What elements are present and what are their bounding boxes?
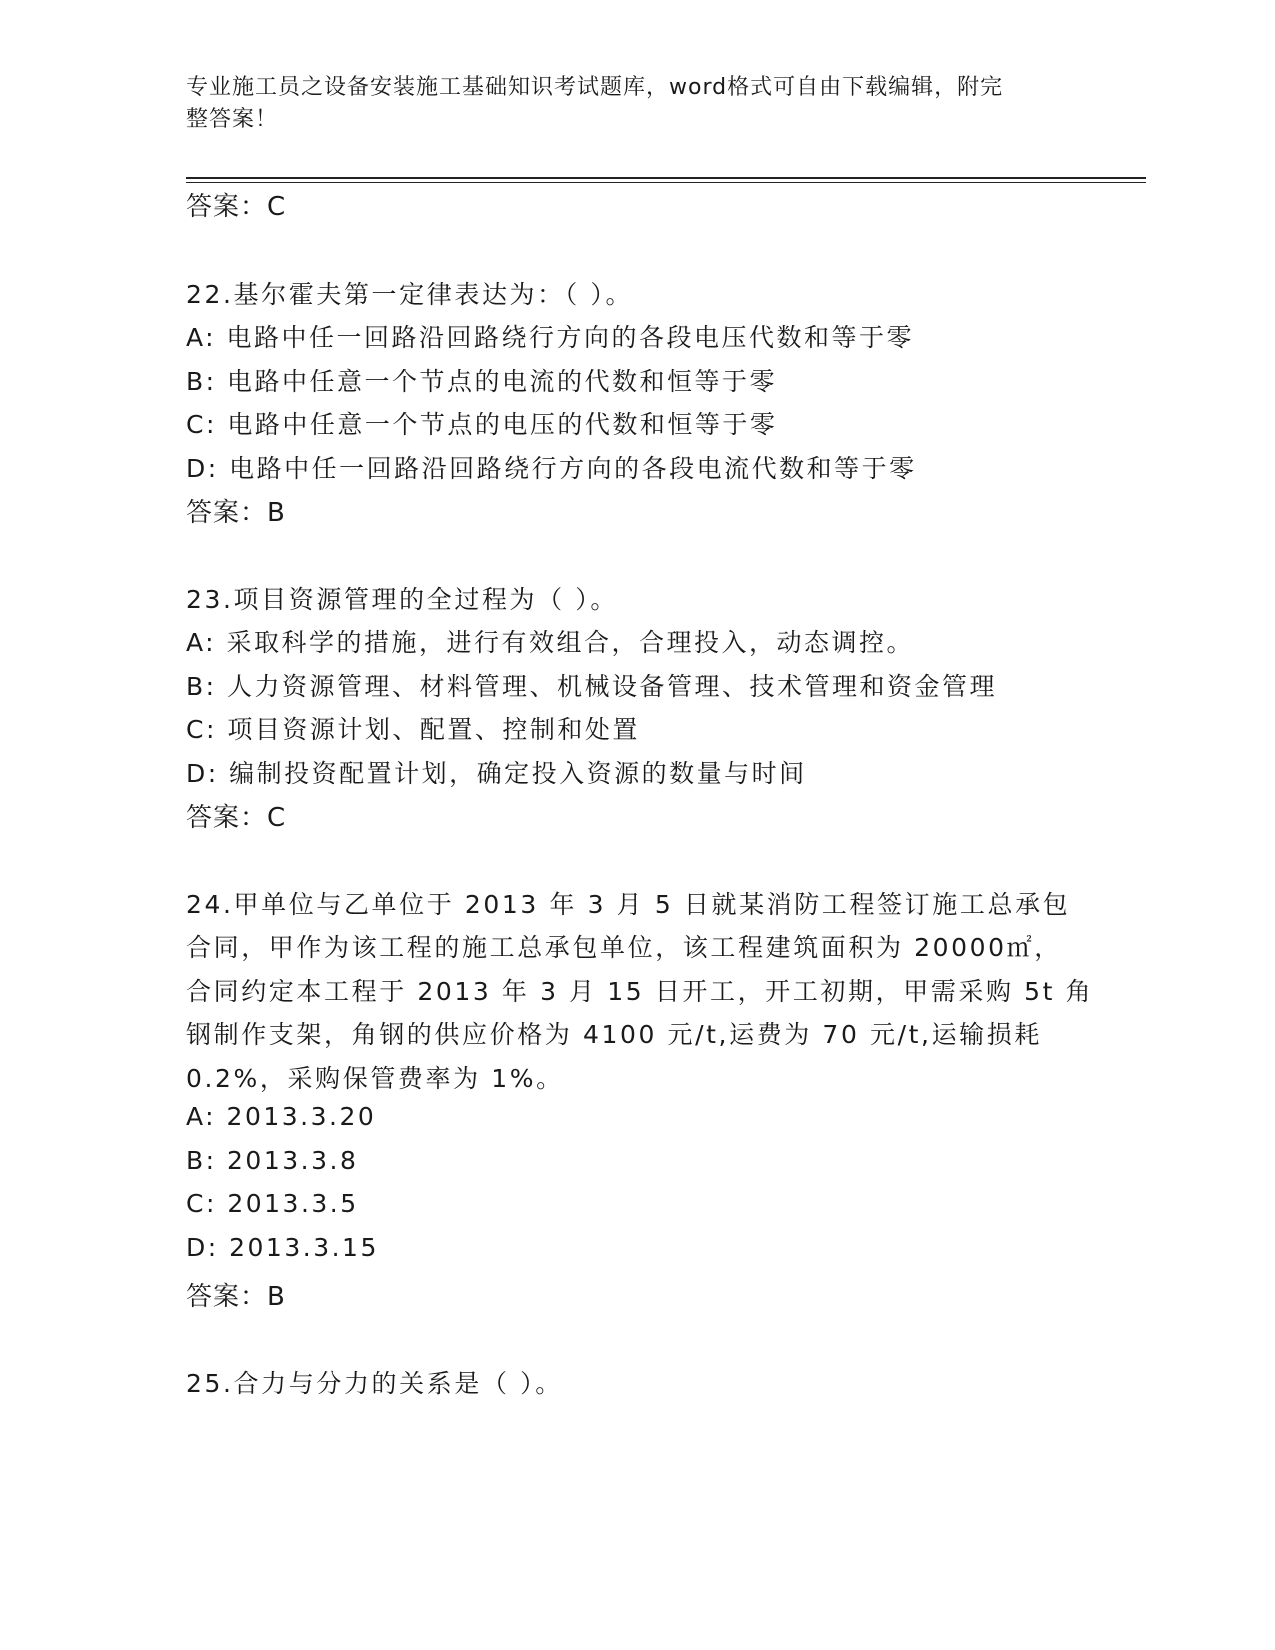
- question-23-option-d: D: 编制投资配置计划，确定投入资源的数量与时间: [186, 759, 807, 788]
- header-line-1: 专业施工员之设备安装施工基础知识考试题库，word格式可自由下载编辑，附完: [186, 75, 1004, 100]
- question-22-option-d: D: 电路中任一回路沿回路绕行方向的各段电流代数和等于零: [186, 454, 917, 483]
- header-line-2: 整答案！: [186, 107, 279, 132]
- question-24-option-a: A: 2013.3.20: [186, 1102, 377, 1131]
- question-24-option-d: D: 2013.3.15: [186, 1233, 379, 1262]
- question-22-stem: 22.基尔霍夫第一定律表达为：（ ）。: [186, 280, 634, 309]
- question-22-option-b: B: 电路中任意一个节点的电流的代数和恒等于零: [186, 367, 778, 396]
- previous-answer: 答案：C: [186, 192, 287, 222]
- question-23-option-b: B: 人力资源管理、材料管理、机械设备管理、技术管理和资金管理: [186, 672, 998, 701]
- header-rule-thick: [186, 177, 1146, 179]
- question-24-stem-line-4: 钢制作支架，角钢的供应价格为 4100 元/t,运费为 70 元/t,运输损耗: [186, 1020, 1042, 1049]
- question-24-stem-line-3: 合同约定本工程于 2013 年 3 月 15 日开工，开工初期，甲需采购 5t 角: [186, 977, 1094, 1006]
- question-22-option-a: A: 电路中任一回路沿回路绕行方向的各段电压代数和等于零: [186, 323, 915, 352]
- question-22-answer: 答案：B: [186, 498, 286, 528]
- question-24-option-c: C: 2013.3.5: [186, 1189, 359, 1218]
- question-24-stem-line-5: 0.2%，采购保管费率为 1%。: [186, 1064, 564, 1093]
- question-24-stem-line-2: 合同，甲作为该工程的施工总承包单位，该工程建筑面积为 20000㎡，: [186, 933, 1062, 962]
- question-25-stem: 25.合力与分力的关系是（ ）。: [186, 1369, 563, 1398]
- question-23-stem: 23.项目资源管理的全过程为（ ）。: [186, 585, 619, 614]
- header-rule-thin: [186, 182, 1146, 183]
- question-24-option-b: B: 2013.3.8: [186, 1146, 359, 1175]
- document-header: [186, 72, 1066, 136]
- question-22-option-c: C: 电路中任意一个节点的电压的代数和恒等于零: [186, 410, 778, 439]
- question-23-answer: 答案：C: [186, 803, 287, 833]
- question-24-answer: 答案：B: [186, 1282, 286, 1312]
- question-23-option-c: C: 项目资源计划、配置、控制和处置: [186, 715, 640, 744]
- question-23-option-a: A: 采取科学的措施，进行有效组合，合理投入，动态调控。: [186, 628, 915, 657]
- question-24-stem-line-1: 24.甲单位与乙单位于 2013 年 3 月 5 日就某消防工程签订施工总承包: [186, 890, 1071, 919]
